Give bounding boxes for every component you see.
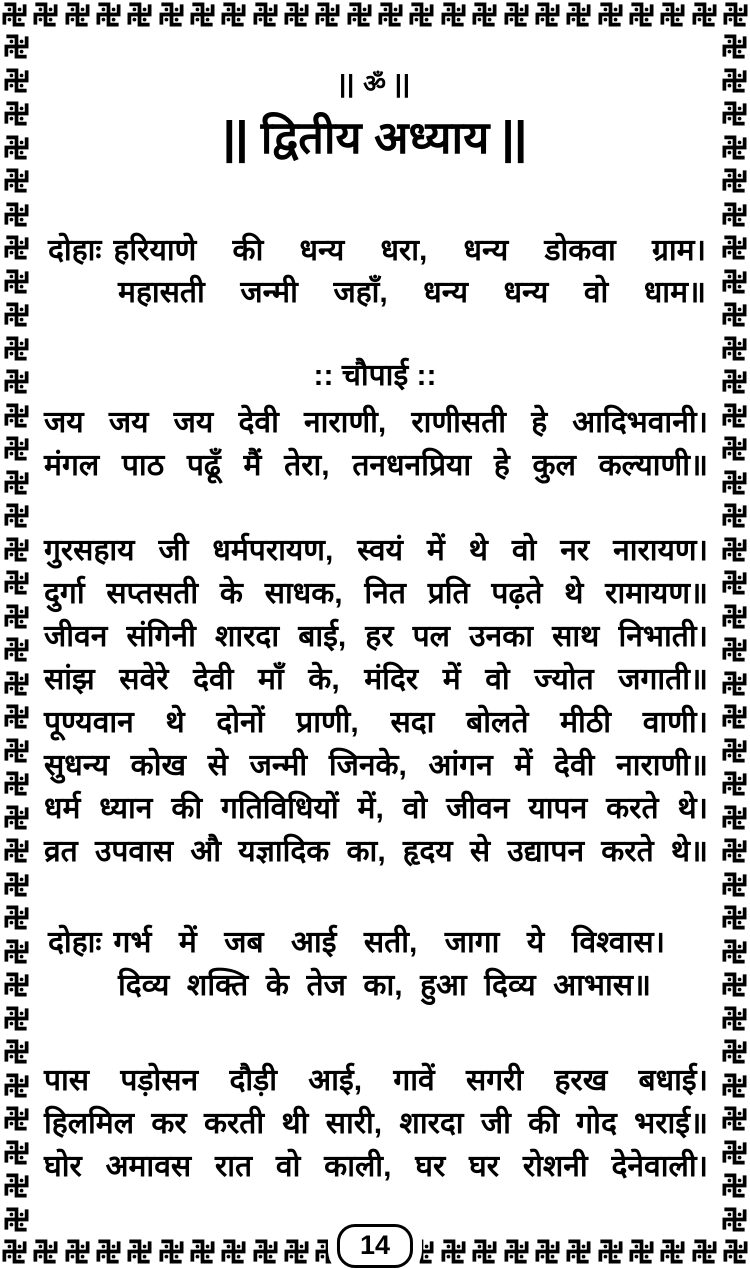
swastika-icon — [3, 201, 30, 228]
swastika-icon — [3, 1206, 30, 1233]
swastika-icon — [721, 1172, 748, 1199]
swastika-icon — [220, 1, 247, 28]
swastika-icon — [1, 1, 28, 28]
verse-line: दुर्गा सप्तसती के साधक, नित प्रति पढ़ते थे रामायण॥ — [44, 577, 708, 610]
swastika-icon — [3, 904, 30, 931]
chapter-title: || द्वितीय अध्याय || — [223, 112, 527, 163]
swastika-icon — [691, 1, 718, 28]
swastika-icon — [3, 536, 30, 563]
swastika-icon — [691, 1238, 718, 1265]
swastika-icon — [32, 1238, 59, 1265]
doha-line: दिव्य शक्ति के तेज का, हुआ दिव्य आभास॥ — [118, 969, 651, 1002]
swastika-icon — [721, 703, 748, 730]
swastika-icon — [721, 268, 748, 295]
swastika-icon — [721, 234, 748, 261]
chaupai-stanza-1 — [44, 401, 708, 487]
swastika-icon — [3, 670, 30, 697]
swastika-icon — [534, 1, 561, 28]
swastika-icon — [3, 804, 30, 831]
swastika-icon — [3, 1005, 30, 1032]
border-left — [2, 33, 30, 1233]
swastika-icon — [721, 402, 748, 429]
swastika-icon — [565, 1238, 592, 1265]
swastika-icon — [721, 1072, 748, 1099]
swastika-icon — [3, 435, 30, 462]
swastika-icon — [721, 1206, 748, 1233]
verse-line: जीवन संगिनी शारदा बाई, हर पल उनका साथ निभाती। — [44, 620, 708, 653]
swastika-icon — [252, 1238, 279, 1265]
swastika-icon — [721, 636, 748, 663]
swastika-icon — [64, 1238, 91, 1265]
swastika-icon — [721, 33, 748, 60]
swastika-icon — [283, 1, 310, 28]
swastika-icon — [64, 1, 91, 28]
swastika-icon — [628, 1238, 655, 1265]
doha-text: गर्भ में जब आई सती, जागा ये विश्वास। — [113, 926, 665, 959]
doha-line: महासती जन्मी जहाँ, धन्य धन्य वो धाम॥ — [118, 276, 706, 309]
swastika-icon — [3, 569, 30, 596]
swastika-icon — [314, 1, 341, 28]
swastika-icon — [721, 670, 748, 697]
swastika-icon — [628, 1, 655, 28]
doha-label: दोहाः — [48, 234, 102, 267]
swastika-icon — [721, 971, 748, 998]
swastika-icon — [721, 1038, 748, 1065]
swastika-icon — [721, 1105, 748, 1132]
swastika-icon — [3, 971, 30, 998]
swastika-icon — [3, 770, 30, 797]
swastika-icon — [3, 837, 30, 864]
swastika-icon — [721, 938, 748, 965]
swastika-icon — [597, 1238, 624, 1265]
swastika-icon — [721, 603, 748, 630]
doha-text: हरियाणे की धन्य धरा, धन्य डोकवा ग्राम। — [113, 234, 706, 267]
swastika-icon — [3, 636, 30, 663]
swastika-icon — [721, 737, 748, 764]
swastika-icon — [503, 1, 530, 28]
swastika-icon — [3, 703, 30, 730]
swastika-icon — [3, 268, 30, 295]
verse-line: पास पड़ोसन दौड़ी आई, गावें सगरी हरख बधाई। — [44, 1064, 708, 1097]
swastika-icon — [126, 1238, 153, 1265]
swastika-icon — [503, 1238, 530, 1265]
swastika-icon — [534, 1238, 561, 1265]
swastika-icon — [408, 1, 435, 28]
swastika-icon — [3, 1038, 30, 1065]
swastika-icon — [3, 167, 30, 194]
verse-line: व्रत उपवास औ यज्ञादिक का, हृदय से उद्यापन करते थे॥ — [44, 835, 708, 868]
swastika-icon — [95, 1, 122, 28]
doha-second — [48, 921, 665, 1007]
swastika-icon — [659, 1, 686, 28]
chaupai-stanza-2 — [44, 529, 708, 873]
swastika-icon — [3, 938, 30, 965]
page-number-badge: 14 — [337, 1224, 413, 1268]
swastika-icon — [3, 301, 30, 328]
swastika-icon — [721, 502, 748, 529]
swastika-icon — [721, 201, 748, 228]
swastika-icon — [722, 1, 749, 28]
swastika-icon — [721, 1139, 748, 1166]
swastika-icon — [3, 502, 30, 529]
chaupai-stanza-3 — [44, 1059, 708, 1188]
swastika-icon — [3, 33, 30, 60]
swastika-icon — [189, 1, 216, 28]
swastika-icon — [721, 301, 748, 328]
swastika-icon — [721, 770, 748, 797]
swastika-icon — [565, 1, 592, 28]
swastika-icon — [3, 871, 30, 898]
swastika-icon — [721, 1005, 748, 1032]
swastika-icon — [721, 536, 748, 563]
swastika-icon — [471, 1238, 498, 1265]
om-invocation: || ॐ || — [339, 70, 411, 98]
swastika-icon — [3, 402, 30, 429]
swastika-icon — [721, 904, 748, 931]
swastika-icon — [659, 1238, 686, 1265]
swastika-icon — [721, 435, 748, 462]
border-right — [720, 33, 748, 1233]
swastika-icon — [3, 603, 30, 630]
verse-line: जय जय जय देवी नाराणी, राणीसती हे आदिभवानी। — [44, 406, 708, 439]
verse-line: मंगल पाठ पढूँ मैं तेरा, तनधनप्रिया हे कुल कल्याणी॥ — [44, 449, 708, 482]
swastika-icon — [158, 1, 185, 28]
swastika-icon — [721, 871, 748, 898]
swastika-icon — [722, 1238, 749, 1265]
doha-line — [48, 230, 706, 272]
verse-line: हिलमिल कर करती थी सारी, शारदा जी की गोद भराई॥ — [44, 1107, 708, 1140]
swastika-icon — [721, 804, 748, 831]
verse-line: सांझ सवेरे देवी माँ के, मंदिर में वो ज्योत जगाती॥ — [44, 663, 708, 696]
swastika-icon — [440, 1238, 467, 1265]
swastika-icon — [1, 1238, 28, 1265]
swastika-icon — [283, 1238, 310, 1265]
verse-line: घोर अमावस रात वो काली, घर घर रोशनी देनेवाली। — [44, 1150, 708, 1183]
swastika-icon — [377, 1, 404, 28]
border-top — [1, 1, 749, 29]
swastika-icon — [32, 1, 59, 28]
swastika-icon — [721, 837, 748, 864]
swastika-icon — [721, 469, 748, 496]
chaupai-heading: :: चौपाई :: — [313, 359, 437, 392]
verse-line: धर्म ध्यान की गतिविधियों में, वो जीवन यापन करते थे। — [44, 792, 708, 825]
swastika-icon — [189, 1238, 216, 1265]
verse-line: पूण्यवान थे दोनों प्राणी, सदा बोलते मीठी वाणी। — [44, 706, 708, 739]
swastika-icon — [471, 1, 498, 28]
swastika-icon — [721, 167, 748, 194]
swastika-icon — [3, 737, 30, 764]
verse-line: गुरसहाय जी धर्मपरायण, स्वयं में थे वो नर नारायण। — [44, 534, 708, 567]
doha-label: दोहाः — [48, 926, 102, 959]
swastika-icon — [3, 1072, 30, 1099]
swastika-icon — [220, 1238, 247, 1265]
swastika-icon — [3, 234, 30, 261]
doha-first — [48, 230, 706, 314]
swastika-icon — [346, 1, 373, 28]
swastika-icon — [3, 469, 30, 496]
swastika-icon — [440, 1, 467, 28]
swastika-icon — [126, 1, 153, 28]
swastika-icon — [252, 1, 279, 28]
doha-line — [48, 921, 665, 964]
swastika-icon — [3, 1172, 30, 1199]
swastika-icon — [158, 1238, 185, 1265]
swastika-icon — [597, 1, 624, 28]
swastika-icon — [3, 1105, 30, 1132]
swastika-icon — [95, 1238, 122, 1265]
swastika-icon — [721, 569, 748, 596]
swastika-icon — [3, 1139, 30, 1166]
verse-line: सुधन्य कोख से जन्मी जिनके, आंगन में देवी नाराणी॥ — [44, 749, 708, 782]
